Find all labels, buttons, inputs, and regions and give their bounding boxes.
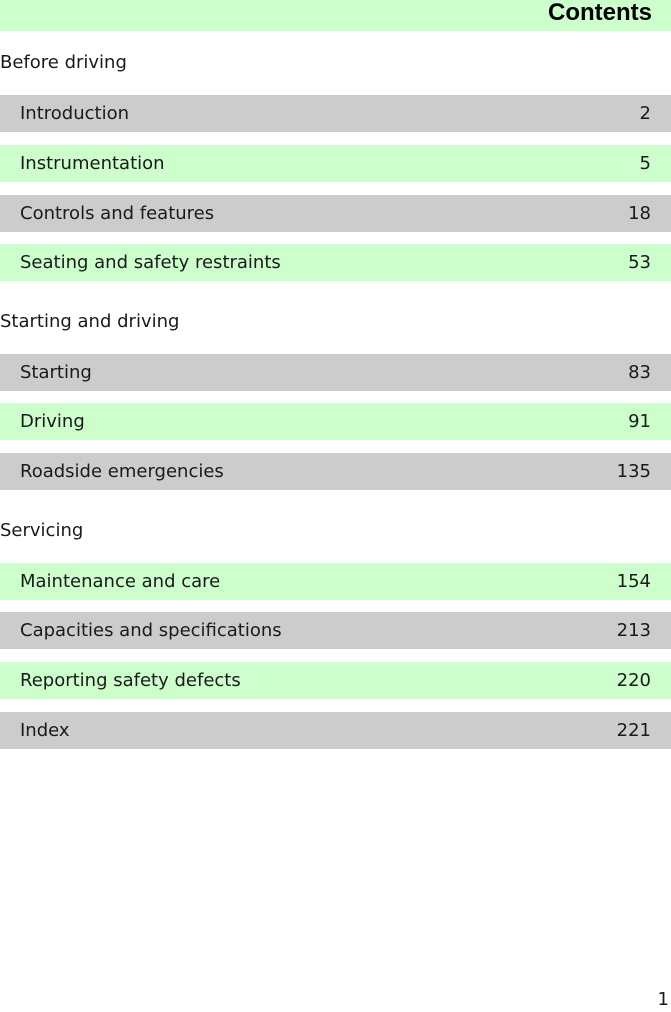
toc-entry-page: 53 [628,252,651,273]
toc-entry-label: Capacities and specifications [20,620,282,641]
toc-entry-seating-and-safety-restraints[interactable] [0,244,671,281]
toc-entry-label: Introduction [20,103,130,124]
toc-entry-index[interactable] [0,712,671,749]
section-heading-starting-and-driving: Starting and driving [0,311,180,332]
toc-entry-label: Driving [20,411,85,432]
toc-entry-label: Index [20,720,70,741]
toc-entry-label: Seating and safety restraints [20,252,281,273]
toc-entry-page: 83 [628,362,651,383]
toc-entry-instrumentation[interactable] [0,145,671,182]
toc-entry-page: 91 [628,411,651,432]
toc-entry-page: 2 [639,103,651,124]
section-heading-servicing: Servicing [0,520,84,541]
toc-entry-driving[interactable] [0,403,671,440]
toc-entry-maintenance-and-care[interactable] [0,563,671,600]
toc-entry-page: 18 [628,203,651,224]
page-number: 1 [657,989,669,1010]
contents-header-band [0,0,671,31]
toc-entry-page: 221 [616,720,651,741]
toc-entry-page: 154 [616,571,651,592]
toc-entry-label: Reporting safety defects [20,670,241,691]
toc-entry-page: 5 [639,153,651,174]
section-heading-before-driving: Before driving [0,52,127,73]
toc-entry-label: Maintenance and care [20,571,221,592]
toc-entry-page: 220 [616,670,651,691]
toc-entry-reporting-safety-defects[interactable] [0,662,671,699]
toc-entry-capacities-and-specifications[interactable] [0,612,671,649]
toc-entry-controls-and-features[interactable] [0,195,671,232]
toc-entry-page: 213 [616,620,651,641]
toc-entry-introduction[interactable] [0,95,671,132]
toc-entry-starting[interactable] [0,354,671,391]
toc-entry-label: Roadside emergencies [20,461,224,482]
toc-entry-label: Starting [20,362,92,383]
toc-entry-label: Controls and features [20,203,215,224]
toc-entry-label: Instrumentation [20,153,165,174]
toc-entry-roadside-emergencies[interactable] [0,453,671,490]
toc-entry-page: 135 [616,461,651,482]
page-title: Contents [548,0,652,26]
